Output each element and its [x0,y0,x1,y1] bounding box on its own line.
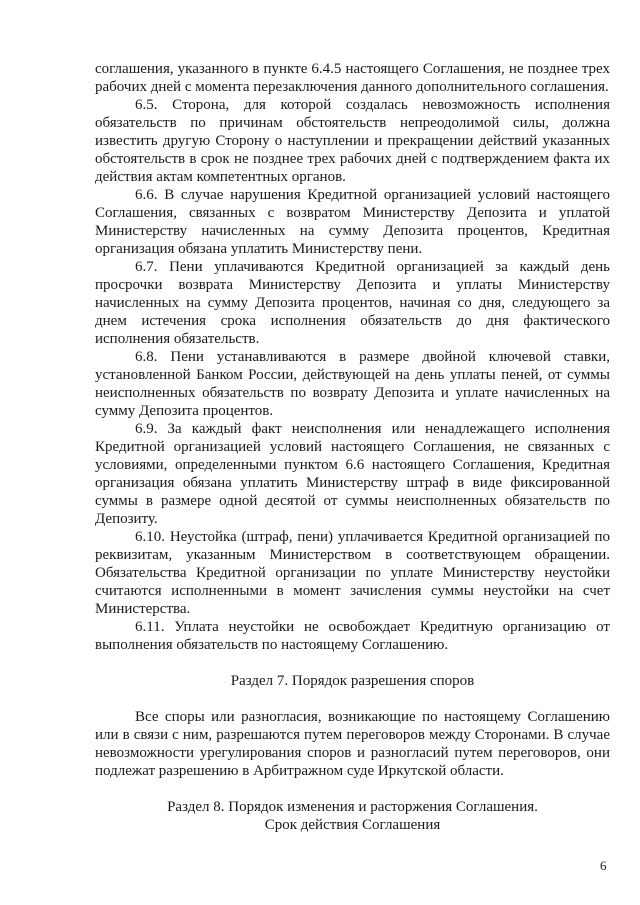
clause-6-10: 6.10. Неустойка (штраф, пени) уплачивается Кредитной организацией по реквизитам, указанным Министерством в соответствующем обращении. Обязательства Кредитной организации по уплате Министерству неустойки считаются исполненными в момент зачисления суммы неустойки на счет Министерства. [95,529,610,617]
clause-6-8: 6.8. Пени устанавливаются в размере двойной ключевой ставки, установленной Банком России, действующей на день уплаты пеней, от суммы неисполненных обязательств по возврату Депозита и уплате начисленных на сумму Депозита процентов. [95,349,610,419]
continuation-paragraph: соглашения, указанного в пункте 6.4.5 настоящего Соглашения, не позднее трех рабочих дней с момента перезаключения данного дополнительного соглашения. [95,61,610,95]
clause-6-6: 6.6. В случае нарушения Кредитной организацией условий настоящего Соглашения, связанных с возвратом Министерству Депозита и уплатой Министерству начисленных на сумму Депозита процентов, Кредитная организация обязана уплатить Министерству пени. [95,187,610,257]
section-8-heading-line1: Раздел 8. Порядок изменения и расторжения Соглашения. [167,799,538,815]
clause-6-11: 6.11. Уплата неустойки не освобождает Кредитную организацию от выполнения обязательств по настоящему Соглашению. [95,619,610,653]
clause-6-5: 6.5. Сторона, для которой создалась невозможность исполнения обязательств по причинам обстоятельств непреодолимой силы, должна известить другую Сторону о наступлении и прекращении действий указанных обстоятельств в срок не позднее трех рабочих дней с подтверждением факта их действия актам компетентных органов. [95,97,610,185]
section-7-heading: Раздел 7. Порядок разрешения споров [230,673,475,689]
section-7-text: Все споры или разногласия, возникающие по настоящему Соглашению или в связи с ним, разрешаются путем переговоров между Сторонами. В случае невозможности урегулирования споров и разногласий путем переговоров, они подлежат разрешению в Арбитражном суде Иркутской области. [95,709,610,779]
page-number: 6 [600,858,607,873]
clause-6-9: 6.9. За каждый факт неисполнения или ненадлежащего исполнения Кредитной организацией условий настоящего Соглашения, не связанных с условиями, определенными пунктом 6.6 настоящего Соглашения, Кредитная организация обязана уплатить Министерству штраф в виде фиксированной суммы в размере одной десятой от суммы неисполненных обязательств по Депозиту. [95,421,610,527]
clause-6-7: 6.7. Пени уплачиваются Кредитной организацией за каждый день просрочки возврата Министерству Депозита и уплаты Министерству начисленных на сумму Депозита процентов, начиная со дня, следующего за днем истечения срока исполнения обязательств до дня фактического исполнения обязательств. [95,259,610,347]
section-8-heading-line2: Срок действия Соглашения [264,817,441,833]
